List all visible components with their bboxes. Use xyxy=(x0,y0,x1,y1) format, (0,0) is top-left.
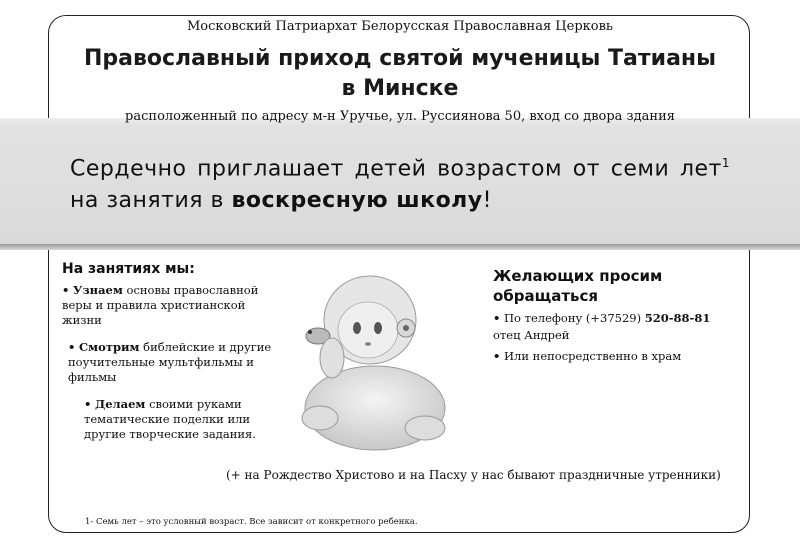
invitation-part-1: Сердечно приглашает детей возрастом от семи лет xyxy=(70,156,722,182)
activity-item-learn xyxy=(62,283,272,328)
bullet-icon: • xyxy=(493,349,501,363)
invitation-part-3: ! xyxy=(482,188,492,214)
activity-text: своими руками тематические поделки или другие творческие задания. xyxy=(84,397,256,441)
bullet-icon: • xyxy=(68,340,76,354)
address-line: расположенный по адресу м-н Уручье, ул. Руссиянова 50, вход со двора здания xyxy=(125,109,675,124)
activity-verb: Делаем xyxy=(95,397,146,411)
invitation-part-2: на занятия в xyxy=(70,188,232,214)
bullet-icon: • xyxy=(62,283,70,297)
parish-title xyxy=(60,44,740,104)
bullet-icon: • xyxy=(493,311,501,325)
band-shadow xyxy=(0,244,800,250)
phone-number: 520-88-81 xyxy=(644,311,711,325)
footnote: 1- Семь лет – это условный возраст. Все зависит от конкретного ребенка. xyxy=(85,517,418,527)
activity-verb: Смотрим xyxy=(79,340,140,354)
activity-item-watch xyxy=(62,340,272,385)
sunday-school-emphasis: воскресную школу xyxy=(231,188,483,214)
invitation-text xyxy=(70,147,730,217)
doll-with-bird-illustration xyxy=(280,258,460,458)
activities-column xyxy=(62,262,272,454)
footnote-marker: 1 xyxy=(721,156,730,170)
activities-heading: На занятиях мы: xyxy=(62,261,195,277)
contact-phone xyxy=(493,310,733,327)
contact-visit xyxy=(493,348,733,365)
phone-prefix: По телефону (+37529) xyxy=(504,311,645,325)
contact-heading: Желающих просим обращаться xyxy=(493,267,663,305)
phone-contact-name: отец Андрей xyxy=(493,328,570,342)
visit-text: Или непосредственно в храм xyxy=(504,349,682,363)
title-line-2: в Минске xyxy=(341,76,459,101)
title-line-1: Православный приход святой мученицы Татианы xyxy=(83,46,717,71)
activity-text: библейские и другие поучительные мультфильмы и фильмы xyxy=(68,340,272,384)
bullet-icon: • xyxy=(84,397,92,411)
activity-item-make xyxy=(62,397,272,442)
holiday-note: (+ на Рождество Христово и на Пасху у нас бывают праздничные утренники) xyxy=(226,468,721,482)
organization-line: Московский Патриархат Белорусская Православная Церковь xyxy=(187,19,613,34)
activity-verb: Узнаем xyxy=(73,283,123,297)
contact-column xyxy=(493,266,733,365)
activity-text: основы православной веры и правила христианской жизни xyxy=(62,283,259,327)
